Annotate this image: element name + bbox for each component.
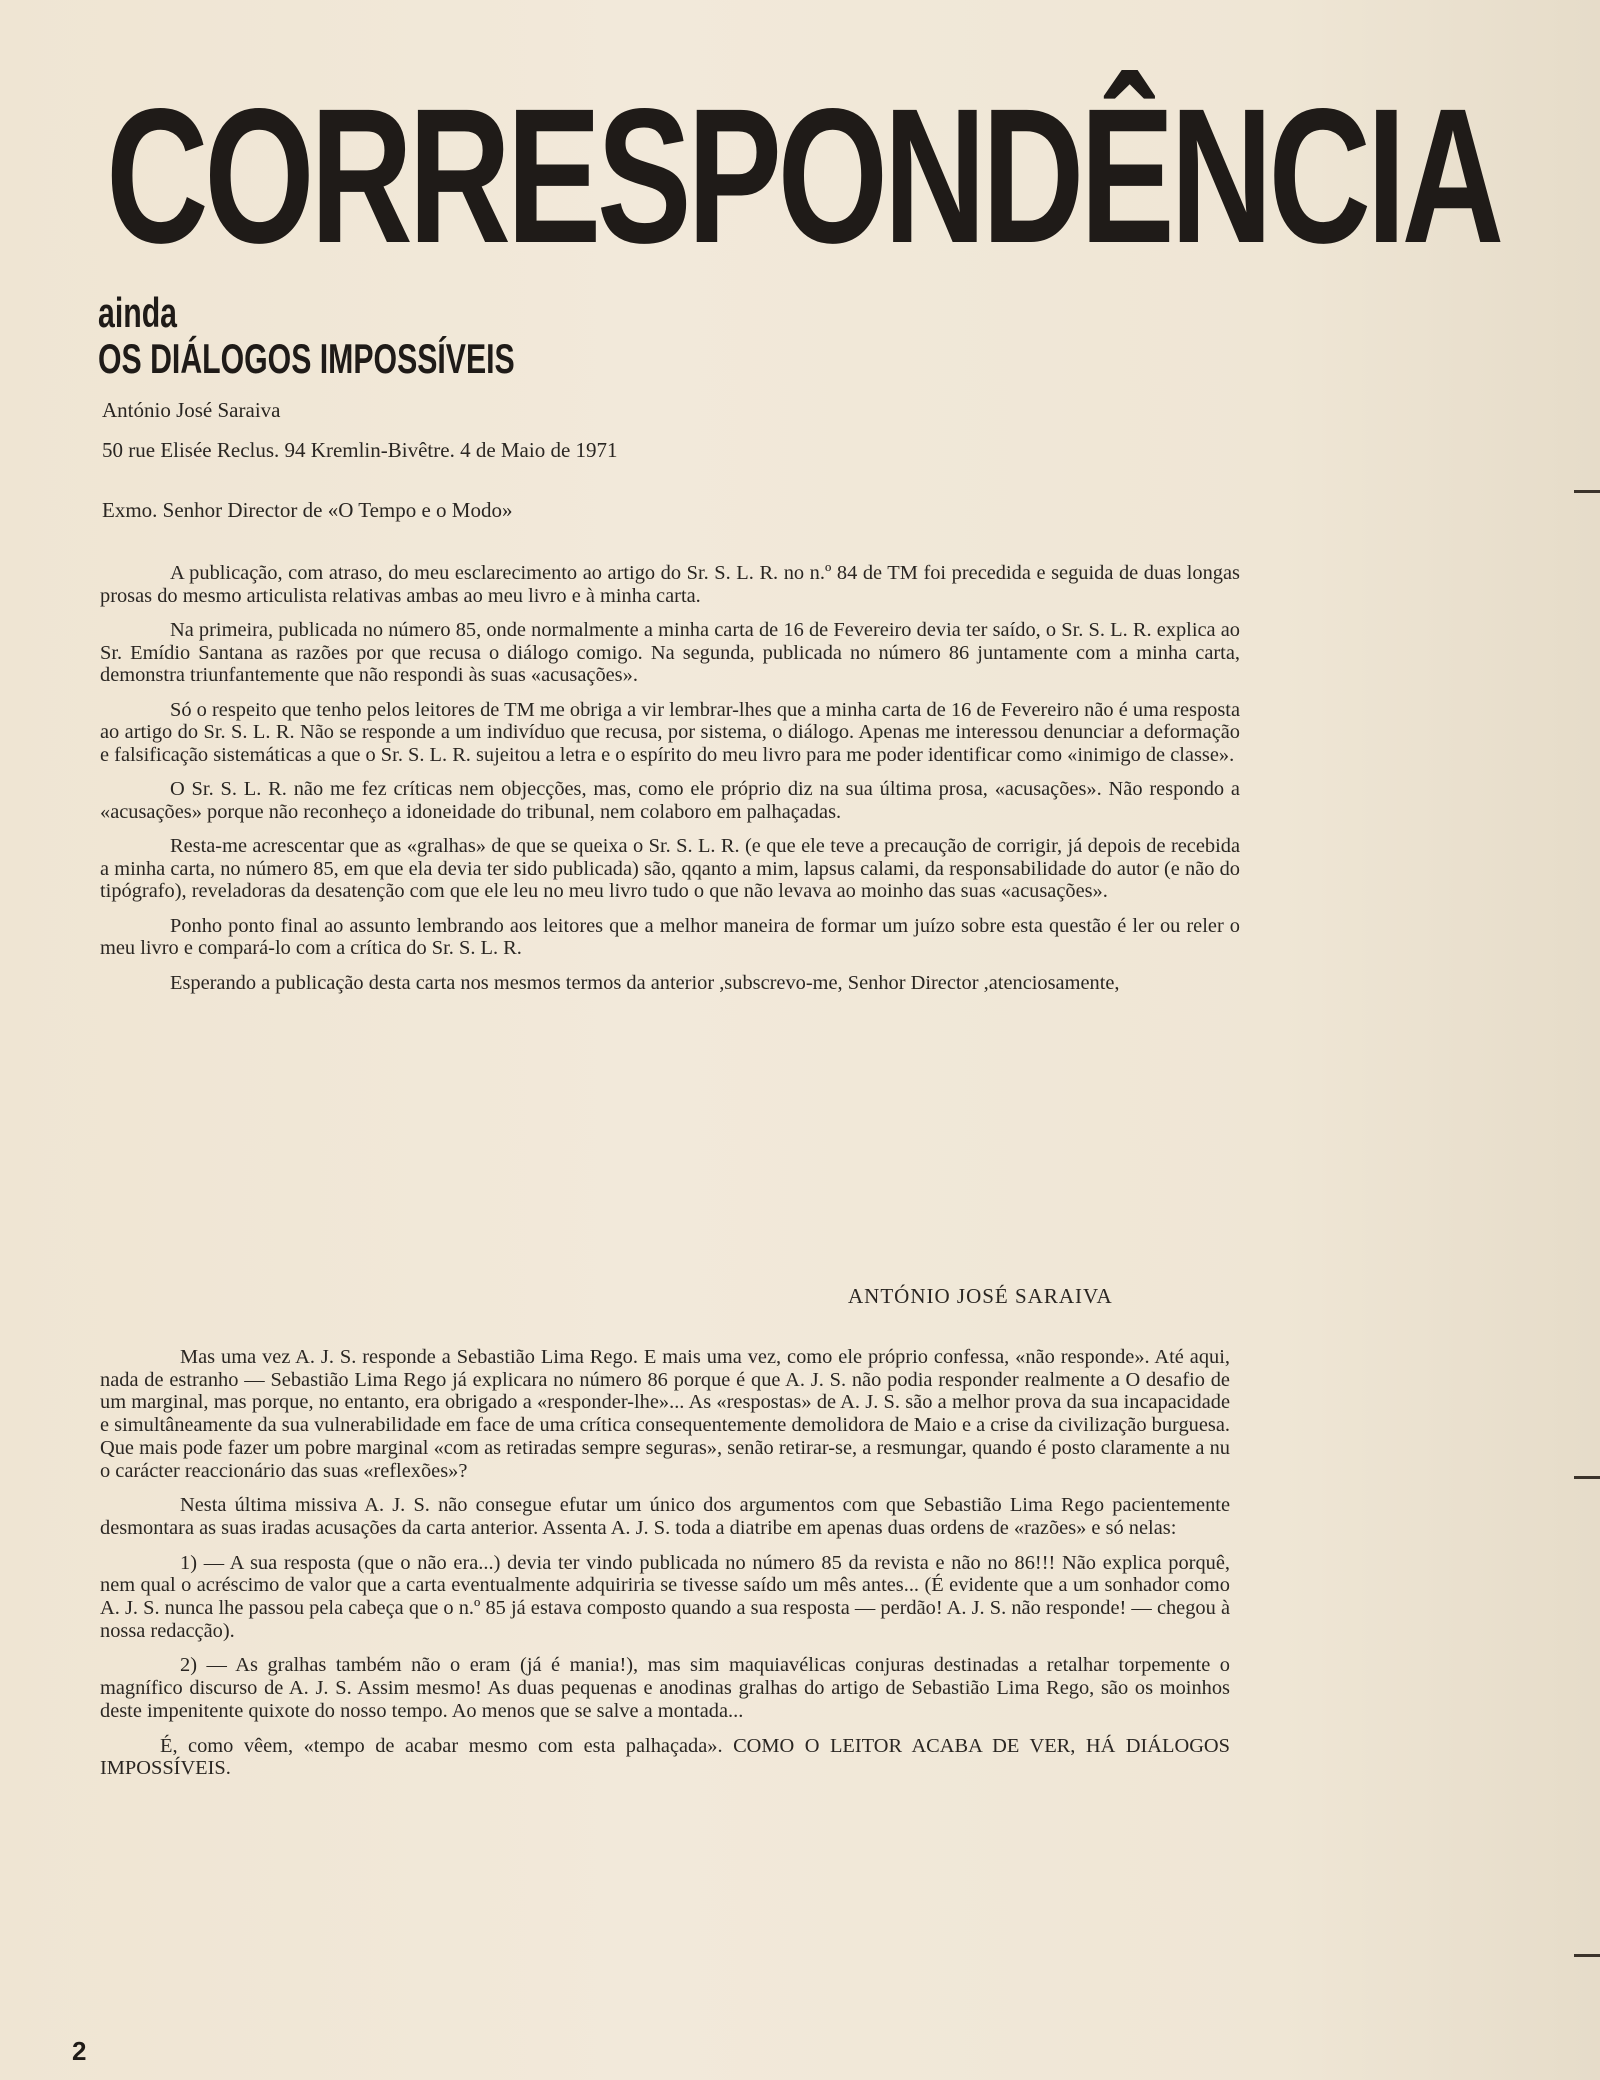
subtitle-line-2: OS DIÁLOGOS IMPOSSÍVEIS <box>98 335 515 382</box>
letter-paragraph: O Sr. S. L. R. não me fez críticas nem objecções, mas, como ele próprio diz na sua última prosa, «acusações». Não respondo a «acusações» porque não reconheço a idoneidade do tribunal, nem colaboro em palhaçadas. <box>100 778 1240 823</box>
edge-mark <box>1574 1954 1600 1957</box>
article-subtitle <box>98 290 515 382</box>
edge-mark <box>1574 1476 1600 1479</box>
letter-address: 50 rue Elisée Reclus. 94 Kremlin-Bivêtre. 4 de Maio de 1971 <box>102 438 618 462</box>
letter-paragraph: Esperando a publicação desta carta nos mesmos termos da anterior ,subscrevo-me, Senhor Director ,atenciosamente, <box>170 971 1120 994</box>
letter-author: António José Saraiva <box>102 398 281 422</box>
editorial-paragraph: 2) — As gralhas também não o eram (já é mania!), mas sim maquiavélicas conjuras destinadas a retalhar torpemente o magnífico discurso de A. J. S. Assim mesmo! As duas pequenas e anodinas gralhas do artigo de Sebastião Lima Rego, são os moinhos deste impenitente quixote do nosso tempo. Ao menos que se salve a montada... <box>100 1654 1230 1722</box>
letter-paragraph: Na primeira, publicada no número 85, onde normalmente a minha carta de 16 de Fevereiro devia ter saído, o Sr. S. L. R. explica ao Sr. Emídio Santana as razões por que recusa o diálogo comigo. Na segunda, publicada no número 86 juntamente com a minha carta, demonstra triunfantemente que não respondi às suas «acusações». <box>100 619 1240 686</box>
letter-body <box>100 562 1240 1006</box>
editorial-paragraph: É, como vêem, «tempo de acabar mesmo com esta palhaçada». COMO O LEITOR ACABA DE VER, HÁ DIÁLOGOS IMPOSSÍVEIS. <box>100 1734 1230 1780</box>
letter-paragraph: Só o respeito que tenho pelos leitores de TM me obriga a vir lembrar-lhes que a minha carta de 16 de Fevereiro não é uma resposta ao artigo do Sr. S. L. R. Não se responde a um indivíduo que recusa, por sistema, o diálogo. Apenas me interessou denunciar a deformação e falsificação sistemáticas a que o Sr. S. L. R. sujeitou a letra e o espírito do meu livro para me poder identificar como «inimigo de classe». <box>100 698 1240 766</box>
editorial-paragraph: Mas uma vez A. J. S. responde a Sebastião Lima Rego. E mais uma vez, como ele próprio confessa, «não responde». Até aqui, nada de estranho — Sebastião Lima Rego já explicara no número 86 porque é que A. J. S. não podia responder realmente a O desafio de um marginal, mas porque, no entanto, era obrigado a «responder-lhe»... As «respostas» de A. J. S. são a melhor prova da sua incapacidade e simultâneamente da sua vulnerabilidade em face de uma crítica consequentemente demolidora de Maio e a crise da civilização burguesa. Que mais pode fazer um pobre marginal «com as retiradas sempre seguras», senão retirar-se, a resmungar, quando é posto claramente a nu o carácter reaccionário das suas «reflexões»? <box>100 1346 1230 1482</box>
page-number: 2 <box>72 2036 87 2066</box>
letter-paragraph: A publicação, com atraso, do meu esclarecimento ao artigo do Sr. S. L. R. no n.º 84 de TM foi precedida e seguida de duas longas prosas do mesmo articulista relativas ambas ao meu livro e à minha carta. <box>100 562 1240 607</box>
editorial-paragraph: Nesta última missiva A. J. S. não consegue efutar um único dos argumentos com que Sebastião Lima Rego pacientemente desmontara as suas iradas acusações da carta anterior. Assenta A. J. S. toda a diatribe em apenas duas ordens de «razões» e só nelas: <box>100 1494 1230 1539</box>
editorial-paragraph: 1) — A sua resposta (que o não era...) devia ter vindo publicada no número 85 da revista e não no 86!!! Não explica porquê, nem qual o acréscimo de valor que a carta eventualmente adquiriria se tivesse saído um mês antes... (É evidente que a um sonhador como A. J. S. nunca lhe passou pela cabeça que o n.º 85 já estava composto quando a sua resposta — perdão! A. J. S. não responde! — chegou à nossa redacção). <box>100 1551 1230 1642</box>
letter-signature: ANTÓNIO JOSÉ SARAIVA <box>848 1284 1113 1308</box>
letter-paragraph: Ponho ponto final ao assunto lembrando aos leitores que a melhor maneira de formar um juízo sobre esta questão é ler ou reler o meu livro e compará-lo com a crítica do Sr. S. L. R. <box>100 914 1240 959</box>
letter-salutation: Exmo. Senhor Director de «O Tempo e o Modo» <box>102 498 513 522</box>
edge-mark <box>1574 490 1600 493</box>
editorial-reply <box>100 1346 1230 1792</box>
section-title: CORRESPONDÊNCIA <box>106 68 1500 283</box>
letter-paragraph: Resta-me acrescentar que as «gralhas» de que se queixa o Sr. S. L. R. (e que ele teve a precaução de corrigir, já depois de recebida a minha carta, no número 85, em que ela devia ter sido publicada) são, qqanto a mim, lapsus calami, da responsabilidade do autor (e não do tipógrafo), reveladoras da desatenção com que ele leu no meu livro tudo o que não levava ao moinho das suas «acusações». <box>100 835 1240 902</box>
subtitle-line-1: ainda <box>98 289 177 336</box>
